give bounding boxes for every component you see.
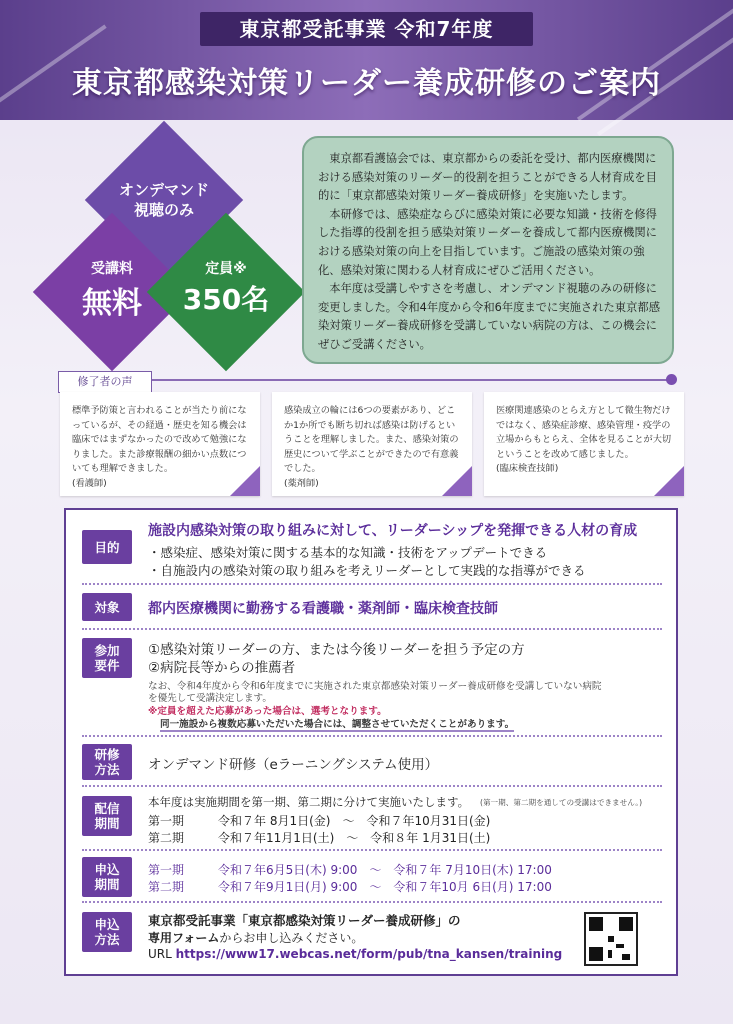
purpose-heading: 施設内感染対策の取り組みに対して、リーダーシップを発揮できる人材の育成 [148,523,638,539]
voice-corner [654,466,684,496]
purpose-bullet: ・感染症、感染対策に関する基本的な知識・技術をアップデートできる [148,545,548,560]
delivery-label: 配信 期間 [82,796,132,836]
page-title: 東京都感染対策リーダー養成研修のご案内 [72,66,661,101]
voice-text: 感染成立の輪には6つの要素があり、どこか1か所でも断ち切れば感染は防げるということを理解しました。また、感染対策の歴史について学ぶことができたので有意義でした。 [284,405,459,475]
delivery-intro: 本年度は実施期間を第一期、第二期に分けて実施いたします。 [148,795,470,809]
requirement-item: ②病院長等からの推薦者 [148,660,296,676]
fee-value: 無料 [82,286,142,321]
voice-text: 標準予防策と言われることが当たり前になっているが、その経過・歴史を知る機会は臨床ではまずなかったので改めて勉強になりました。また診療報酬の細かい点数についても理解できました。 [72,405,247,475]
requirement-warning: 同一施設から複数応募いただいた場合には、調整させていただくことがあります。 [160,716,514,732]
section-divider [82,583,662,585]
capacity-value: 350名 [182,283,270,316]
application-period-name: 第二期 [148,880,185,894]
purpose-bullet: ・自施設内の感染対策の取り組みを考えリーダーとして実践的な指導ができる [148,563,586,578]
method-label: 研修 方法 [82,744,132,780]
requirements-label: 参加 要件 [82,638,132,678]
voice-card [60,392,260,496]
intro-paragraph: 本研修では、感染症ならびに感染対策に必要な知識・技術を修得した指導的役割を担う感染対策リーダーを養成して都内医療機関における感染対策の向上を目指しています。ご施設の感染対策の強化、感染対策に関わる人材育成にぜひご活用ください。 [318,207,657,277]
intro-paragraph: 本年度は受講しやすさを考慮し、オンデマンド視聴のみの研修に変更しました。令和4年度から令和6年度までに実施された東京都感染対策リーダー養成研修を受講していない病院の方は、この機会にぜひご受講ください。 [318,282,660,351]
url-label: URL [148,947,172,961]
application-period-range: 令和７年9月1日(月) 9:00 ～ 令和７年10月 6日(月) 17:00 [218,880,552,894]
howto-line: 東京都受託事業「東京都感染対策リーダー養成研修」の [148,913,461,928]
section-divider [82,785,662,787]
voice-corner [230,466,260,496]
voice-role: (臨床検査技師) [496,463,559,475]
application-url-link[interactable]: https://www17.webcas.net/form/pub/tna_kansen/training [175,947,563,961]
voice-text: 医療関連感染のとらえ方として微生物だけではなく、感染症診療、感染管理・疫学の立場からもとらえ、全体を見ることが大切ということを改めて感じました。 [496,405,672,460]
section-divider [82,735,662,737]
capacity-label: 定員※ [205,261,247,277]
qr-code[interactable] [584,912,638,966]
section-divider [82,628,662,630]
target-text: 都内医療機関に勤務する看護職・薬剤師・臨床検査技師 [148,601,498,617]
application-label: 申込 期間 [82,857,132,897]
ondemand-badge-text: オンデマンド 視聴のみ [118,181,209,219]
delivery-note: (第一期、第二期を通しての受講はできません。) [480,798,643,807]
voices-divider [150,379,670,381]
voice-card [272,392,472,496]
section-divider [82,901,662,903]
intro-paragraph: 東京都看護協会では、東京都からの委託を受け、都内医療機関における感染対策のリーダー的役割を担うことができる人材育成を目的に「東京都感染対策リーダー養成研修」を実施いたします。 [318,152,657,203]
requirement-note: なお、令和4年度から令和6年度までに実施された東京都感染対策リーダー養成研修を受講していない病院 [148,681,602,692]
voices-dot [666,374,677,385]
howto-instruction: からお申し込みください。 [219,931,364,945]
section-divider [82,849,662,851]
purpose-label: 目的 [82,530,132,564]
delivery-period-name: 第二期 [148,831,185,845]
delivery-period-range: 令和７年11月1日(土) ～ 令和８年 1月31日(土) [218,831,491,845]
voice-role: (薬剤師) [284,477,319,489]
howto-label: 申込 方法 [82,912,132,952]
delivery-period-range: 令和７年 8月1日(金) ～ 令和７年10月31日(金) [218,814,491,828]
target-label: 対象 [82,593,132,621]
intro-box [302,136,674,364]
fee-label: 受講料 [91,261,133,277]
voices-tag: 修了者の声 [58,371,152,393]
requirement-warning: ※定員を超えた応募があった場合は、選考となります。 [148,706,387,717]
requirement-item: ①感染対策リーダーの方、または今後リーダーを担う予定の方 [148,642,525,658]
header-subtitle: 東京都受託事業 令和7年度 [239,17,494,41]
application-period-range: 令和７年6月5日(木) 9:00 ～ 令和７年 7月10日(木) 17:00 [218,863,552,877]
howto-line [148,929,363,946]
requirement-note: を優先して受講決定します。 [148,693,272,704]
voice-role: (看護師) [72,477,107,489]
voice-card [484,392,684,496]
application-period-name: 第一期 [148,863,185,877]
howto-url-row [148,947,562,961]
delivery-period-name: 第一期 [148,814,185,828]
method-text: オンデマンド研修（eラーニングシステム使用） [148,757,439,773]
howto-form-name: 専用フォーム [148,931,220,945]
voice-corner [442,466,472,496]
